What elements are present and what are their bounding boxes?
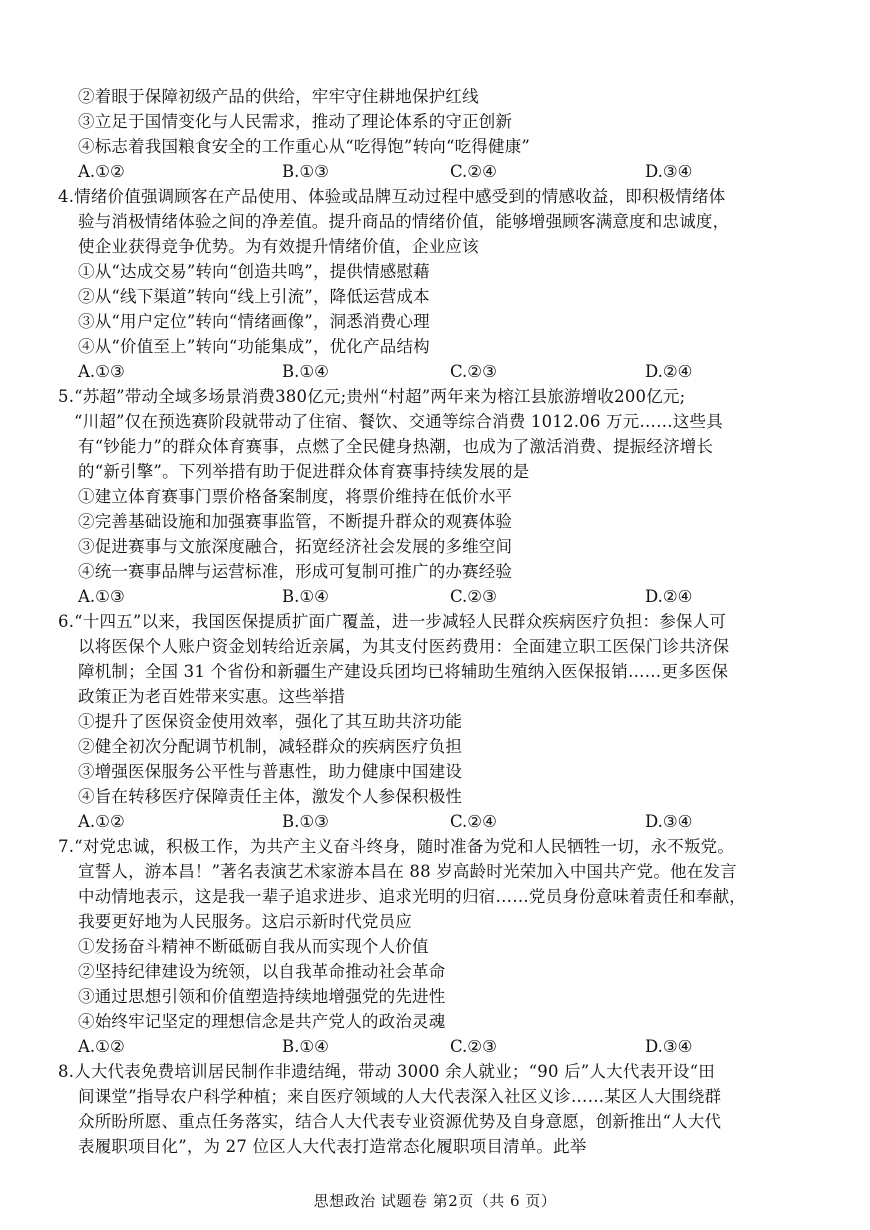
q4-option-3: ③从“用户定位”转向“情绪画像”，洞悉消费心理	[78, 312, 430, 331]
q6-stem-line-1: 6.“十四五”以来，我国医保提质扩面广覆盖，进一步减轻人民群众疾病医疗负担：参保人可	[58, 612, 727, 631]
q8-stem-line-1: 8.人大代表免费培训居民制作非遗结绳，带动 3000 余人就业；“90 后”人大代表开设“田	[58, 1062, 715, 1081]
q7-option-4: ④始终牢记坚定的理想信念是共产党人的政治灵魂	[78, 1012, 446, 1031]
q8-stem-line-3: 众所盼所愿、重点任务落实，结合人大代表专业资源优势及自身意愿，创新推出“人大代	[78, 1112, 722, 1131]
q7-choice-c: C.②③	[450, 1037, 497, 1056]
q5-choice-d: D.②④	[645, 587, 693, 606]
q6-option-3: ③增强医保服务公平性与普惠性，助力健康中国建设	[78, 762, 463, 781]
q6-choices	[78, 810, 798, 834]
q3-choices	[78, 160, 798, 184]
q4-choices	[78, 360, 798, 384]
q4-stem-line-3: 使企业获得竞争优势。为有效提升情绪价值，企业应该	[78, 237, 479, 256]
q3-choice-c: C.②④	[450, 162, 497, 181]
q7-option-3: ③通过思想引领和价值塑造持续地增强党的先进性	[78, 987, 446, 1006]
q5-stem-line-2: “川超”仅在预选赛阶段就带动了住宿、餐饮、交通等综合消费 1012.06 万元……这些具	[74, 412, 723, 431]
q5-stem-line-4: 的“新引擎”。下列举措有助于促进群众体育赛事持续发展的是	[78, 462, 530, 481]
q6-option-4: ④旨在转移医疗保障责任主体，激发个人参保积极性	[78, 787, 463, 806]
q5-choice-a: A.①③	[78, 587, 125, 606]
q5-option-1: ①建立体育赛事门票价格备案制度，将票价维持在低价水平	[78, 487, 513, 506]
q8-stem-line-2: 间课堂”指导农户科学种植；来自医疗领域的人大代表深入社区义诊……某区人大围绕群	[78, 1087, 722, 1106]
q7-choice-a: A.①②	[78, 1037, 125, 1056]
q4-option-1: ①从“达成交易”转向“创造共鸣”，提供情感慰藉	[78, 262, 430, 281]
q3-choice-a: A.①②	[78, 162, 125, 181]
q5-choice-c: C.②③	[450, 587, 497, 606]
q4-option-2: ②从“线下渠道”转向“线上引流”，降低运营成本	[78, 287, 430, 306]
q6-choice-a: A.①②	[78, 812, 125, 831]
q5-stem-line-1: 5.“苏超”带动全域多场景消费380亿元;贵州“村超”两年来为榕江县旅游增收200亿元;	[58, 387, 686, 406]
q6-stem-line-2: 以将医保个人账户资金划转给近亲属，为其支付医药费用：全面建立职工医保门诊共济保	[78, 637, 730, 656]
q6-option-2: ②健全初次分配调节机制，减轻群众的疾病医疗负担	[78, 737, 463, 756]
q7-choice-d: D.③④	[645, 1037, 693, 1056]
q4-stem-line-2: 验与消极情绪体验之间的净差值。提升商品的情绪价值，能够增强顾客满意度和忠诚度，	[78, 212, 730, 231]
q4-option-4: ④从“价值至上”转向“功能集成”，优化产品结构	[78, 337, 430, 356]
q3-option-2: ②着眼于保障初级产品的供给，牢牢守住耕地保护红线	[78, 87, 479, 106]
q6-stem-line-3: 障机制；全国 31 个省份和新疆生产建设兵团均已将辅助生殖纳入医保报销……更多医保	[78, 662, 729, 681]
q4-stem-line-1: 4.情绪价值强调顾客在产品使用、体验或品牌互动过程中感受到的情感收益，即积极情绪体	[58, 187, 726, 206]
q7-stem-line-1: 7.“对党忠诚，积极工作，为共产主义奋斗终身，随时准备为党和人民牺牲一切，永不叛党。	[58, 837, 735, 856]
q5-stem-line-3: 有“钞能力”的群众体育赛事，点燃了全民健身热潮，也成为了激活消费、提振经济增长	[78, 437, 714, 456]
q6-choice-b: B.①③	[282, 812, 329, 831]
q7-choice-b: B.①④	[282, 1037, 329, 1056]
q5-option-4: ④统一赛事品牌与运营标准，形成可复制可推广的办赛经验	[78, 562, 513, 581]
q5-choice-b: B.①④	[282, 587, 329, 606]
q5-option-2: ②完善基础设施和加强赛事监管，不断提升群众的观赛体验	[78, 512, 513, 531]
q7-stem-line-2: 宣誓人，游本昌！”著名表演艺术家游本昌在 88 岁高龄时光荣加入中国共产党。他在发言	[78, 862, 737, 881]
q3-choice-b: B.①③	[282, 162, 329, 181]
q7-option-1: ①发扬奋斗精神不断砥砺自我从而实现个人价值	[78, 937, 429, 956]
q3-choice-d: D.③④	[645, 162, 693, 181]
q4-choice-b: B.①④	[282, 362, 329, 381]
q6-option-1: ①提升了医保资金使用效率，强化了其互助共济功能	[78, 712, 463, 731]
page-footer: 思想政治 试题卷 第2页（共 6 页）	[313, 1192, 557, 1210]
q8-stem-line-4: 表履职项目化”，为 27 位区人大代表打造常态化履职项目清单。此举	[78, 1137, 587, 1156]
q4-choice-c: C.②③	[450, 362, 497, 381]
q7-stem-line-3: 中动情地表示，这是我一辈子追求进步、追求光明的归宿……党员身份意味着责任和奉献，	[78, 887, 746, 906]
q6-stem-line-4: 政策正为老百姓带来实惠。这些举措	[78, 687, 346, 706]
q7-choices	[78, 1035, 798, 1059]
q7-stem-line-4: 我要更好地为人民服务。这启示新时代党员应	[78, 912, 412, 931]
q7-option-2: ②坚持纪律建设为统领，以自我革命推动社会革命	[78, 962, 446, 981]
q5-choices	[78, 585, 798, 609]
q6-choice-c: C.②④	[450, 812, 497, 831]
q4-choice-a: A.①③	[78, 362, 125, 381]
q3-option-4: ④标志着我国粮食安全的工作重心从“吃得饱”转向“吃得健康”	[78, 137, 531, 156]
q4-choice-d: D.②④	[645, 362, 693, 381]
q6-choice-d: D.③④	[645, 812, 693, 831]
q3-option-3: ③立足于国情变化与人民需求，推动了理论体系的守正创新	[78, 112, 513, 131]
q5-option-3: ③促进赛事与文旅深度融合，拓宽经济社会发展的多维空间	[78, 537, 513, 556]
